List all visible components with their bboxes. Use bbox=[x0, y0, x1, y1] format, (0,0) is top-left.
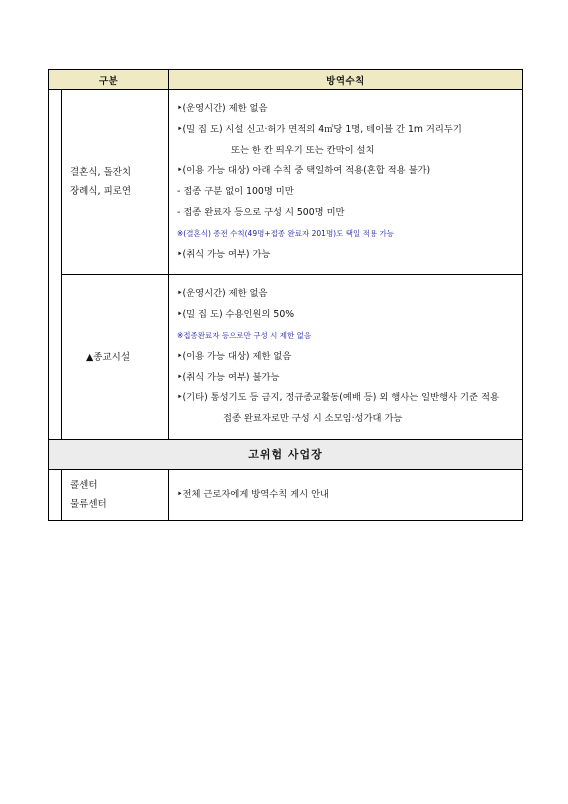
category-line: 물류센터 bbox=[70, 498, 107, 510]
table-stub-cell bbox=[49, 469, 62, 520]
rules-cell-religious bbox=[169, 275, 523, 440]
rules-cell-wedding bbox=[169, 90, 523, 275]
section-title: 고위험 사업장 bbox=[49, 439, 523, 469]
category-line: 장례식, 피로연 bbox=[70, 186, 132, 198]
rule-note: ※접종완료자 등으로만 구성 시 제한 없음 bbox=[177, 330, 312, 340]
table-header-row bbox=[49, 70, 523, 90]
rules-cell-callcenter bbox=[169, 469, 523, 520]
category-cell-wedding bbox=[62, 90, 169, 275]
category-cell-callcenter bbox=[62, 469, 169, 520]
rule-line: - 접종 구분 없이 100명 미만 bbox=[177, 186, 294, 198]
table-row-wedding-funeral bbox=[49, 90, 523, 275]
rule-line: 접종 완료자로만 구성 시 소모임·성가대 가능 bbox=[223, 413, 403, 425]
rule-line: ‣전체 근로자에게 방역수칙 게시 안내 bbox=[177, 488, 330, 500]
header-rules: 방역수칙 bbox=[169, 70, 523, 90]
rule-line: ‣(운영시간) 제한 없음 bbox=[177, 288, 268, 300]
category-cell-religious bbox=[62, 275, 169, 440]
section-header-row bbox=[49, 439, 523, 469]
rule-line: - 접종 완료자 등으로 구성 시 500명 미만 bbox=[177, 206, 345, 218]
rule-note: ※(결혼식) 종전 수칙(49명+접종 완료자 201명)도 택일 적용 가능 bbox=[177, 228, 394, 238]
rule-line: ‣(이용 가능 대상) 제한 없음 bbox=[177, 350, 292, 362]
table-row-callcenter bbox=[49, 469, 523, 520]
category-line: ▲종교시설 bbox=[86, 351, 131, 363]
rule-line: ‣(기타) 통성기도 등 금지, 정규종교활동(예배 등) 외 행사는 일반행사 기준 적용 bbox=[177, 392, 499, 404]
rule-line: ‣(취식 가능 여부) 불가능 bbox=[177, 371, 280, 383]
table-stub-cell bbox=[49, 90, 62, 440]
category-line: 결혼식, 돌잔치 bbox=[70, 167, 132, 179]
quarantine-rules-table bbox=[48, 69, 523, 521]
table-row-religious bbox=[49, 275, 523, 440]
rule-line: ‣(이용 가능 대상) 아래 수칙 중 택일하여 적용(혼합 적용 불가) bbox=[177, 165, 431, 177]
category-line: 콜센터 bbox=[70, 479, 98, 491]
rule-line: ‣(운영시간) 제한 없음 bbox=[177, 103, 268, 114]
rule-line: ‣(밀 집 도) 시설 신고·허가 면적의 4㎡당 1명, 테이블 간 1m 거리두기 bbox=[177, 123, 462, 135]
rule-line: 또는 한 칸 띄우기 또는 칸막이 설치 bbox=[231, 144, 375, 156]
rule-line: ‣(밀 집 도) 수용인원의 50% bbox=[177, 309, 295, 321]
header-category: 구분 bbox=[49, 70, 169, 90]
rule-line: ‣(취식 가능 여부) 가능 bbox=[177, 248, 271, 260]
